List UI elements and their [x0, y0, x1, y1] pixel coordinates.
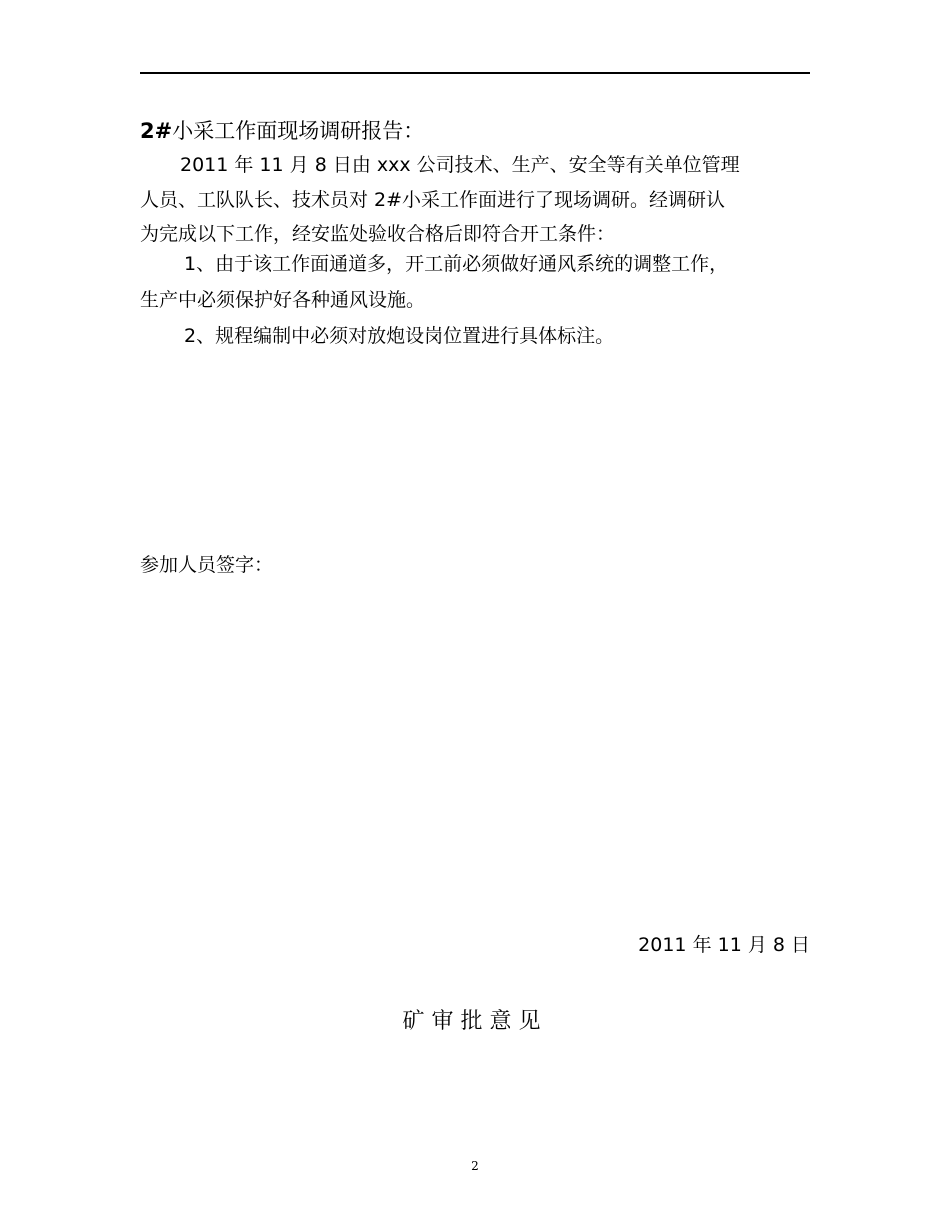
- report-title-number: 2#: [140, 119, 173, 143]
- item-1-line-2: 生产中必须保护好各种通风设施。: [140, 289, 426, 311]
- report-title-text: 小采工作面现场调研报告：: [172, 119, 425, 143]
- intro-line-2: 人员、工队队长、技术员对 2#小采工作面进行了现场调研。经调研认: [140, 189, 726, 211]
- report-title: [140, 116, 424, 146]
- signers-label: 参加人员签字：: [140, 554, 274, 576]
- header-rule: [140, 72, 810, 74]
- intro-line-3: 为完成以下工作，经安监处验收合格后即符合开工条件：: [140, 223, 616, 245]
- approval-heading: 矿审批意见: [402, 1009, 548, 1034]
- intro-line-1: 2011 年 11 月 8 日由 xxx 公司技术、生产、安全等有关单位管理: [180, 154, 740, 176]
- item-1-line-1: 1、由于该工作面通道多，开工前必须做好通风系统的调整工作，: [184, 253, 729, 275]
- page-number: 2: [471, 1159, 479, 1173]
- item-2: 2、规程编制中必须对放炮设岗位置进行具体标注。: [184, 325, 615, 347]
- report-date: 2011 年 11 月 8 日: [638, 934, 810, 956]
